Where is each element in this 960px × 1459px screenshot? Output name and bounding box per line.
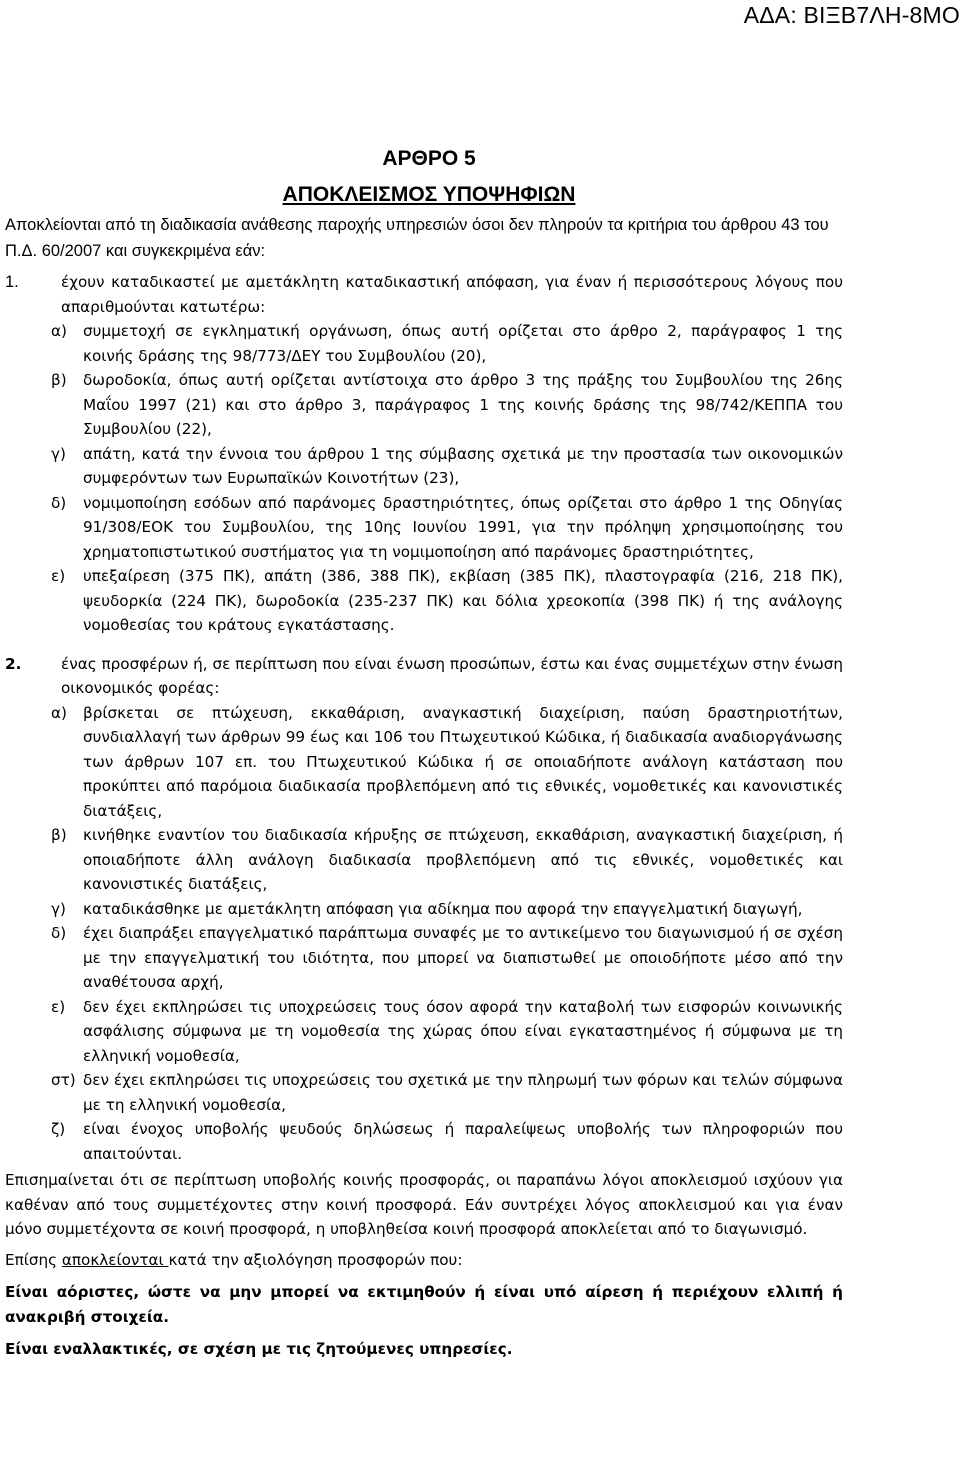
item-text: υπεξαίρεση (375 ΠΚ), απάτη (386, 388 ΠΚ), εκβίαση (385 ΠΚ), πλαστογραφία (216, 218 ΠΚ), ψευδορκία (224 ΠΚ), δωροδοκία (235-237 ΠΚ) και δόλια χρεοκοπία (398 ΠΚ) ή της ανάλογης νομοθεσίας του κράτους εγκατάστασης. [83, 567, 843, 634]
item-label: στ) [51, 1071, 76, 1089]
section-lead: έχουν καταδικαστεί με αμετάκλητη καταδικαστική απόφαση, για έναν ή περισσότερους λόγους που απαριθμούνται κατωτέρω: [61, 273, 843, 316]
list-item [51, 319, 843, 368]
item-label: γ) [51, 899, 66, 918]
article-title: ΑΡΘΡΟ 5 [382, 147, 476, 170]
section-2 [5, 652, 843, 1167]
item-label: δ) [51, 924, 67, 942]
list-item [51, 368, 843, 442]
item-label: β) [51, 826, 67, 844]
list-item [51, 1117, 843, 1166]
also-excluded-line [5, 1248, 843, 1273]
item-label: ε) [51, 567, 66, 585]
item-text: δεν έχει εκπληρώσει τις υποχρεώσεις του σχετικά με την πληρωμή των φόρων και τελών σύμφωνα με τη ελληνική νομοθεσία, [83, 1071, 843, 1114]
item-text: καταδικάσθηκε με αμετάκλητη απόφαση για αδίκημα που αφορά την επαγγελματική διαγωγή, [83, 899, 803, 918]
also-after: κατά την αξιολόγηση προσφορών που: [168, 1250, 463, 1269]
joint-offer-note: Επισημαίνεται ότι σε περίπτωση υποβολής κοινής προσφοράς, οι παραπάνω λόγοι αποκλεισμού ισχύουν για καθέναν από τους συμμετέχοντες στην κοινή προσφορά. Εάν συντρέχει λόγος αποκλεισμού και για έναν μόνο συμμετέχοντα σε κοινή προσφορά, η υποβληθείσα κοινή προσφορά αποκλείεται από το διαγωνισμό. [5, 1171, 843, 1238]
item-text: νομιμοποίηση εσόδων από παράνομες δραστηριότητες, όπως ορίζεται στο άρθρο 1 της Οδηγίας 91/308/ΕΟΚ του Συμβουλίου, της 10ης Ιουνίου 1991, για την πρόληψη χρησιμοποίησης του χρηματοπιστωτικού συστήματος για τη νομιμοποίηση από παράνομες δραστηριότητες, [83, 493, 843, 561]
item-label: α) [51, 703, 67, 722]
list-item [51, 995, 843, 1069]
item-label: δ) [51, 493, 67, 512]
item-text: απάτη, κατά την έννοια του άρθρου 1 της σύμβασης σχετικά με την προστασία των οικονομικών συμφερόντων των Ευρωπαϊκών Κοινοτήτων (23), [83, 444, 843, 487]
also-before: Επίσης [5, 1250, 62, 1269]
also-underlined: αποκλείονται [61, 1250, 169, 1269]
document-page [5, 140, 843, 1362]
item-text: έχει διαπράξει επαγγελματικό παράπτωμα συναφές με το αντικείμενο του διαγωνισμού ή σε σχέση με την επαγγελματική του ιδιότητα, που μπορεί να διαπιστωθεί με οποιοδήποτε μέσο από την αναθέτουσα αρχή, [83, 924, 843, 991]
item-label: ε) [51, 997, 66, 1016]
list-item [51, 442, 843, 491]
item-text: κινήθηκε εναντίον του διαδικασία κήρυξης σε πτώχευση, εκκαθάριση, αναγκαστική διαχείριση, ή οποιαδήποτε άλλη ανάλογη διαδικασία προβλεπόμενη από τις εθνικές, νομοθετικές και κανονιστικές διατάξεις, [83, 826, 843, 893]
item-text: συμμετοχή σε εγκληματική οργάνωση, όπως αυτή ορίζεται στο άρθρο 2, παράγραφος 1 της κοινής δράσης της 98/773/ΔΕΥ του Συμβουλίου (20), [83, 322, 843, 365]
bold-condition-2: Είναι εναλλακτικές, σε σχέση με τις ζητούμενες υπηρεσίες. [5, 1340, 513, 1358]
item-label: β) [51, 371, 67, 389]
item-text: δεν έχει εκπληρώσει τις υποχρεώσεις τους όσον αφορά την καταβολή των εισφορών κοινωνικής ασφάλισης σύμφωνα με τη νομοθεσία της χώρας όπου είναι εγκαταστημένος ή σύμφωνα με τη ελληνική νομοθεσία, [83, 997, 843, 1065]
item-label: ζ) [51, 1120, 66, 1138]
item-label: γ) [51, 444, 66, 463]
item-label: α) [51, 322, 67, 340]
item-text: βρίσκεται σε πτώχευση, εκκαθάριση, αναγκαστική διαχείριση, παύση δραστηριοτήτων, συνδιαλλαγή των άρθρων 99 έως και 106 του Πτωχευτικού Κώδικα, ή διαδικασία αναδιοργάνωσης των άρθρων 107 επ. του Πτωχευτικού Κώδικα ή σε οποιαδήποτε ανάλογη κατάσταση που προκύπτει από παρόμοια διαδικασία προβλεπόμενη από τις εθνικές, νομοθετικές και κανονιστικές διατάξεις, [83, 703, 843, 820]
list-item [51, 701, 843, 824]
ada-code: ΑΔΑ: ΒΙΞΒ7ΛΗ-8ΜΟ [743, 2, 960, 28]
article-subtitle: ΑΠΟΚΛΕΙΣΜΟΣ ΥΠΟΨΗΦΙΩΝ [282, 183, 576, 206]
item-text: δωροδοκία, όπως αυτή ορίζεται αντίστοιχα στο άρθρο 3 της πράξης του Συμβουλίου της 26ης Μαΐου 1997 (21) και στο άρθρο 3, παράγραφος 1 της κοινής δράσης της 98/742/ΚΕΠΠΑ του Συμβουλίου (22), [83, 371, 843, 438]
section-lead: ένας προσφέρων ή, σε περίπτωση που είναι ένωση προσώπων, έστω και ένας συμμετέχων στην ένωση οικονομικός φορέας: [61, 654, 843, 697]
list-item [51, 921, 843, 995]
intro-paragraph: Αποκλείονται από τη διαδικασία ανάθεσης παροχής υπηρεσιών όσοι δεν πληρούν τα κριτήρια του άρθρου 43 του Π.Δ. 60/2007 και συγκεκριμένα εάν: [5, 216, 829, 260]
item-text: είναι ένοχος υποβολής ψευδούς δηλώσεως ή παραλείψεως υποβολής των πληροφοριών που απαιτούνται. [83, 1120, 843, 1163]
list-item [51, 897, 843, 922]
list-item [51, 491, 843, 565]
list-item [51, 823, 843, 897]
list-item [51, 1068, 843, 1117]
section-number: 2. [5, 654, 22, 673]
bold-condition-1: Είναι αόριστες, ώστε να μην μπορεί να εκτιμηθούν ή είναι υπό αίρεση ή περιέχουν ελλιπή ή ανακριβή στοιχεία. [5, 1283, 843, 1326]
section-1 [5, 270, 843, 638]
list-item [51, 564, 843, 638]
section-number: 1. [5, 273, 19, 291]
